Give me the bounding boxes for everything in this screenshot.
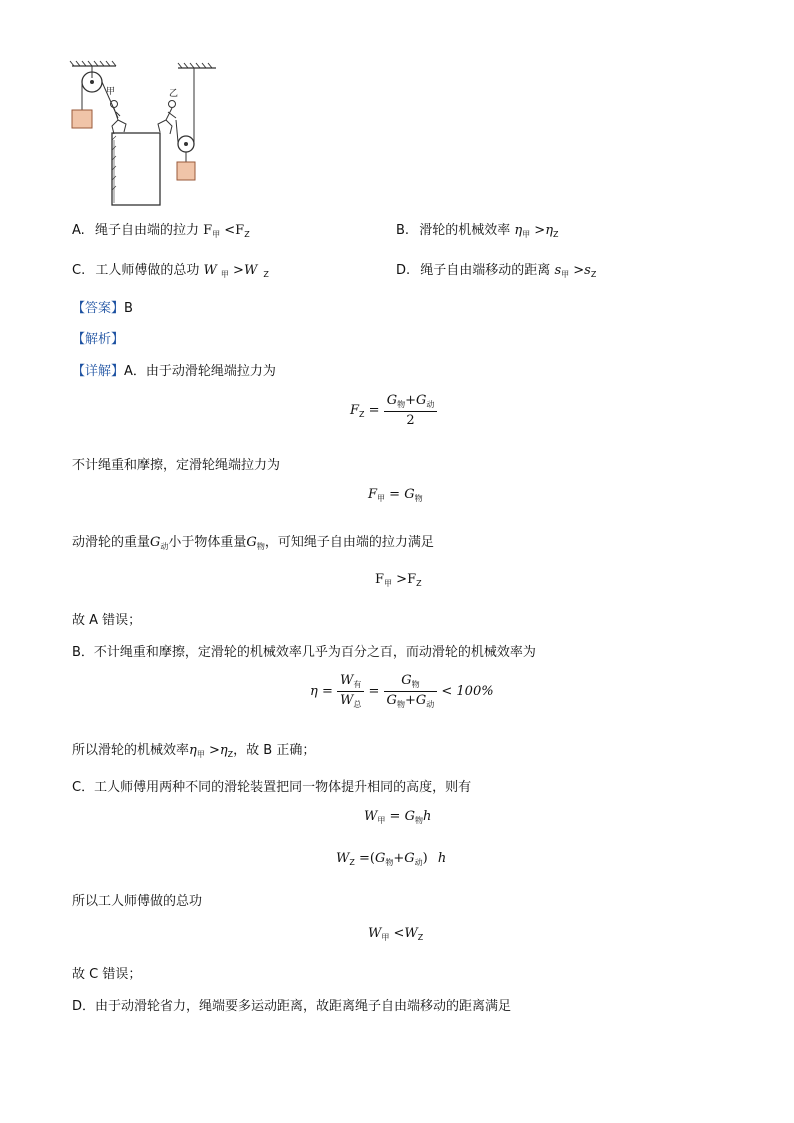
b-result-text-2: ，故 B 正确； [233, 743, 316, 758]
option-c-text: 工人师傅做的总功 [95, 263, 200, 278]
eq6-g2: G [404, 851, 415, 866]
line-fixed: 不计绳重和摩擦，定滑轮绳端拉力为 [72, 458, 281, 473]
option-c-prefix: C. [72, 263, 86, 278]
eq7-rhs-sub: Z [417, 933, 424, 942]
eq6-eqsign: = [359, 851, 370, 866]
eq4-eqsign-2: = [368, 684, 380, 699]
eq1-num-b: G [416, 393, 427, 408]
option-c-sub1: 甲 [220, 270, 229, 279]
compare-g1: G [150, 535, 161, 550]
b-result-eta1: η [189, 743, 197, 758]
label-yi: 乙 [169, 89, 179, 99]
detail-intro [72, 360, 276, 379]
eq4-g-top-sub: 物 [411, 680, 420, 689]
option-b [396, 219, 558, 240]
eq1-eqsign: = [368, 403, 380, 418]
eq4-g2-bot: G [415, 693, 427, 708]
eq4-plus: + [404, 693, 416, 708]
option-b-sub2: Z [553, 230, 559, 239]
option-a-prefix: A. [72, 223, 85, 238]
ceiling-right [178, 63, 216, 68]
eq2-lhs: F [368, 487, 378, 502]
answer-value: B [124, 301, 133, 316]
eq6-lhs: W [336, 851, 350, 866]
eq2-eqsign: = [389, 487, 401, 502]
equation-3 [375, 572, 422, 589]
analysis-bracket: 【解析】 [72, 332, 125, 347]
eq6-open: ( [369, 851, 375, 866]
worker-yi [158, 101, 176, 135]
option-d [396, 259, 596, 280]
eq4-fraction-1 [337, 673, 364, 710]
equation-2 [368, 487, 423, 504]
eq1-num-a: G [386, 393, 398, 408]
equation-5 [364, 809, 431, 826]
pulley-diagram [66, 58, 226, 208]
eq1-num-a-sub: 物 [397, 400, 406, 409]
eq7-rhs: W [404, 926, 418, 941]
eq4-g-top: G [401, 673, 412, 688]
option-c-op: > [233, 263, 244, 278]
option-b-op: > [534, 223, 546, 238]
eq1-lhs: F [350, 403, 360, 418]
eq5-h: h [422, 809, 432, 824]
eq7-op: < [393, 926, 405, 941]
eq3-lhs-sub: 甲 [384, 579, 393, 588]
option-d-prefix: D. [396, 263, 411, 278]
eq2-rhs-sub: 物 [414, 494, 423, 503]
label-jia: 甲 [106, 87, 116, 97]
eq5-lhs-sub: 甲 [377, 816, 386, 825]
eq1-plus: + [405, 393, 416, 408]
eq4-fraction-2 [384, 673, 438, 710]
eq3-lhs: F [375, 572, 385, 587]
option-c-symbol2: W [243, 263, 258, 278]
b-result-op: > [208, 743, 220, 758]
eq4-w-top: W [339, 673, 354, 688]
a-wrong: 故 A 错误； [72, 613, 142, 628]
eq4-w-top-sub: 有 [353, 680, 362, 689]
eq3-rhs-sub: Z [416, 579, 422, 588]
b-result [72, 739, 315, 760]
compare-g2-sub: 物 [256, 542, 265, 551]
compare-text-3: ，可知绳子自由端的拉力满足 [264, 535, 434, 550]
eq2-rhs: G [404, 487, 415, 502]
equation-6 [336, 851, 446, 868]
option-a-sub1: 甲 [212, 230, 221, 239]
d-intro: D．由于动滑轮省力，绳端要多运动距离，故距离绳子自由端移动的距离满足 [72, 999, 512, 1014]
block-left [72, 110, 92, 128]
detail-bracket: 【详解】 [72, 364, 125, 379]
option-d-op: > [573, 263, 585, 278]
b-result-sub2: Z [227, 750, 234, 759]
b-intro: B．不计绳重和摩擦，定滑轮的机械效率几乎为百分之百，而动滑轮的机械效率为 [72, 645, 536, 660]
eq6-h: h [437, 851, 447, 866]
eq5-g-sub: 物 [414, 816, 423, 825]
option-d-text: 绳子自由端移动的距离 [420, 263, 551, 278]
eq6-g2-sub: 动 [414, 858, 423, 867]
b-result-sub1: 甲 [196, 750, 205, 759]
eq7-lhs-sub: 甲 [381, 933, 390, 942]
option-a-text: 绳子自由端的拉力 [94, 223, 199, 238]
option-a-sub2: Z [244, 230, 250, 239]
compare-text-2: 小于物体重量 [168, 535, 247, 550]
eq1-num-b-sub: 动 [426, 400, 435, 409]
eq3-rhs: F [407, 572, 417, 587]
building [112, 133, 160, 205]
detail-a-intro: A．由于动滑轮绳端拉力为 [124, 364, 276, 379]
compare-g2: G [246, 535, 257, 550]
option-a [72, 219, 250, 240]
eq5-eqsign: = [389, 809, 401, 824]
eq6-close: ) [422, 851, 428, 866]
equation-1 [350, 393, 437, 428]
line-compare [72, 531, 434, 552]
option-b-symbol: η [514, 223, 523, 238]
option-d-symbol2: s [584, 263, 591, 278]
c-intro: C．工人师傅用两种不同的滑轮装置把同一物体提升相同的高度，则有 [72, 780, 472, 795]
eq4-g-bot: G [386, 693, 397, 708]
option-a-op: < [224, 223, 236, 238]
eq4-eqsign-1: = [321, 684, 333, 699]
option-c-sub2: Z [263, 270, 269, 279]
c-total: 所以工人师傅做的总功 [72, 894, 203, 909]
ceiling-left [70, 61, 116, 66]
equation-7 [368, 926, 423, 943]
eq4-tail: < 100% [441, 684, 494, 699]
eq1-fraction [384, 393, 438, 428]
eq5-g: G [404, 809, 415, 824]
eq1-lhs-sub: Z [359, 410, 365, 419]
eq4-w-bot: W [339, 693, 354, 708]
block-right [177, 162, 195, 180]
option-d-sub2: Z [590, 270, 597, 279]
eq6-g: G [374, 851, 386, 866]
eq6-g-sub: 物 [385, 858, 394, 867]
option-c [72, 259, 269, 280]
option-a-symbol: F [203, 223, 213, 238]
b-result-text-1: 所以滑轮的机械效率 [72, 743, 190, 758]
eq4-g-bot-sub: 物 [396, 700, 405, 709]
compare-g1-sub: 动 [160, 542, 169, 551]
eq4-eta: η [310, 684, 318, 699]
b-result-eta2: η [219, 743, 228, 758]
eq4-w-bot-sub: 总 [353, 700, 362, 709]
option-b-sub1: 甲 [522, 230, 531, 239]
option-b-symbol2: η [545, 223, 553, 238]
eq6-plus: + [393, 851, 405, 866]
analysis-line [72, 328, 124, 347]
option-a-symbol2: F [235, 223, 245, 238]
equation-4 [310, 673, 494, 710]
eq6-lhs-sub: Z [349, 858, 355, 867]
answer-bracket: 【答案】 [72, 301, 125, 316]
option-d-sub1: 甲 [561, 270, 570, 279]
option-d-symbol: s [554, 263, 562, 278]
eq7-lhs: W [368, 926, 382, 941]
option-b-prefix: B. [396, 223, 410, 238]
c-wrong: 故 C 错误； [72, 967, 142, 982]
eq5-lhs: W [364, 809, 378, 824]
compare-text-1: 动滑轮的重量 [72, 535, 151, 550]
option-b-text: 滑轮的机械效率 [419, 223, 511, 238]
eq1-den: 2 [406, 413, 415, 428]
answer-line [72, 297, 133, 316]
option-c-symbol: W [203, 263, 217, 278]
eq3-op: > [396, 572, 408, 587]
eq2-lhs-sub: 甲 [377, 494, 386, 503]
eq4-g2-bot-sub: 动 [426, 700, 435, 709]
